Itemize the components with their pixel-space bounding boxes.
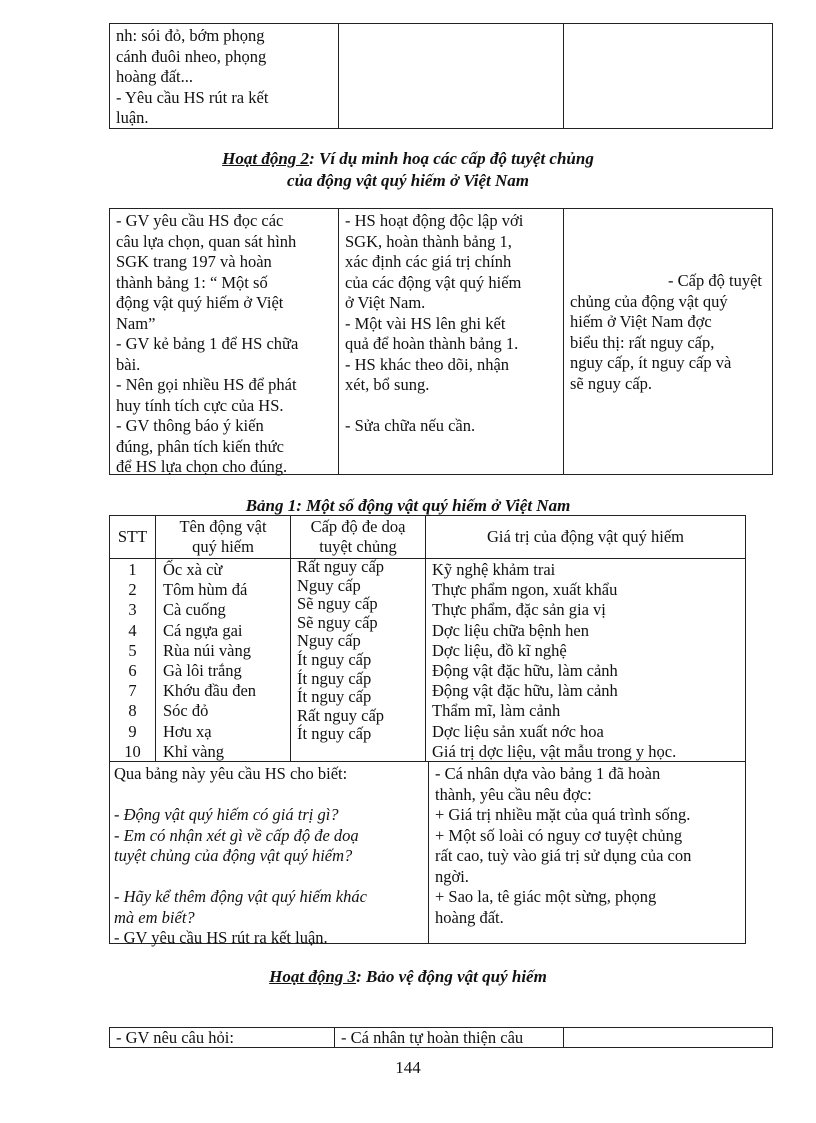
- threat-level-cell: Nguy cấp: [297, 575, 361, 595]
- header-level-line1: Cấp độ đe doạ: [310, 517, 406, 536]
- table1-header-name: [155, 515, 291, 559]
- text-line: luận.: [116, 108, 149, 127]
- activity3-heading: [0, 966, 816, 987]
- discussion-right-line: thành, yêu cầu nêu đợc:: [435, 784, 592, 804]
- top-table-col3: [563, 23, 773, 129]
- threat-level-cell: Rất nguy cấp: [297, 557, 385, 576]
- text-line: xét, bổ sung.: [345, 375, 430, 394]
- text-line: SGK trang 197 và hoàn: [116, 252, 272, 271]
- discussion-right-line: hoàng đất.: [435, 907, 504, 927]
- stt-cell: 10: [124, 741, 141, 761]
- text-line: đúng, phân tích kiến thức: [116, 436, 284, 456]
- table1-header-value: [425, 515, 746, 559]
- bottom-table-col2-text: - Cá nhân tự hoàn thiện câu: [341, 1028, 524, 1047]
- text-line: động vật quý hiếm ở Việt: [116, 293, 284, 312]
- value-cell: Dợc liệu chữa bệnh hen: [432, 620, 589, 640]
- value-cell: Thực phẩm ngon, xuất khẩu: [432, 580, 618, 600]
- header-value-label: Giá trị của động vật quý hiếm: [486, 526, 685, 546]
- threat-level-cell: Nguy cấp: [297, 631, 361, 651]
- text-line: hiếm ở Việt Nam đợc: [570, 312, 712, 331]
- table1-caption-text: Bảng 1: Một số động vật quý hiếm ở Việt Nam: [245, 496, 571, 515]
- animal-name-cell: Khớu đầu đen: [163, 681, 257, 701]
- activity2-label: Hoạt động 2: [222, 149, 310, 168]
- discussion-left-line: - Động vật quý hiếm có giá trị gì?: [114, 805, 339, 824]
- text-line: sẽ nguy cấp.: [570, 373, 653, 393]
- header-level-line2: tuyệt chủng: [319, 537, 397, 556]
- top-table-col2: [338, 23, 564, 129]
- text-line: ở Việt Nam.: [345, 293, 426, 312]
- stt-column: [109, 560, 156, 762]
- discussion-right: [428, 761, 746, 944]
- activity2-heading: [0, 148, 816, 169]
- value-cell: Động vật đặc hữu, làm cảnh: [432, 661, 618, 681]
- text-line: cánh đuôi nheo, phọng: [116, 46, 267, 66]
- text-line: của các động vật quý hiếm: [345, 272, 522, 292]
- text-line: - GV kẻ bảng 1 để HS chữa: [116, 334, 299, 353]
- value-column: [432, 560, 744, 762]
- discussion-left: [109, 761, 429, 947]
- text-line: [345, 396, 557, 417]
- text-line: Nam”: [116, 313, 156, 333]
- stt-cell: 8: [128, 701, 137, 721]
- bottom-table-col3: [563, 1027, 773, 1048]
- text-line: chủng của động vật quý: [570, 291, 728, 311]
- discussion-right-line: ngời.: [435, 866, 469, 886]
- text-line: - HS hoạt động độc lập với: [345, 211, 524, 230]
- threat-level-cell: Ít nguy cấp: [297, 649, 372, 669]
- text-line: bài.: [116, 354, 141, 374]
- stt-cell: 2: [128, 580, 137, 600]
- text-line: - Một vài HS lên ghi kết: [345, 313, 506, 333]
- activity2-content-col: [563, 208, 773, 475]
- discussion-left-line: - GV yêu cầu HS rút ra kết luận.: [114, 928, 328, 947]
- text-line: câu lựa chọn, quan sát hình: [116, 231, 297, 251]
- text-line: xác định các giá trị chính: [345, 252, 512, 271]
- text-line: huy tính tích cực của HS.: [116, 395, 284, 415]
- page-number: [0, 1058, 816, 1078]
- discussion-right-line: + Giá trị nhiều mặt của quá trình sống.: [435, 805, 691, 824]
- value-cell: Kỹ nghệ khảm trai: [432, 560, 556, 579]
- name-column: [163, 560, 289, 762]
- discussion-left-line: [114, 785, 424, 806]
- text-line: - GV yêu cầu HS đọc các: [116, 211, 284, 230]
- text-line: nguy cấp, ít nguy cấp và: [570, 353, 732, 372]
- stt-cell: 1: [128, 560, 137, 579]
- threat-level-cell: Ít nguy cấp: [297, 724, 372, 744]
- discussion-right-line: - Cá nhân dựa vào bảng 1 đã hoàn: [435, 764, 661, 783]
- text-line: - Sửa chữa nếu cần.: [345, 416, 476, 435]
- discussion-left-line: tuyệt chủng của động vật quý hiếm?: [114, 846, 353, 865]
- threat-level-cell: Sẽ nguy cấp: [297, 594, 378, 614]
- value-cell: Thực phẩm, đặc sản gia vị: [432, 600, 606, 620]
- discussion-right-line: + Sao la, tê giác một sừng, phọng: [435, 887, 657, 906]
- level-column: [297, 558, 423, 744]
- threat-level-cell: Ít nguy cấp: [297, 668, 372, 688]
- text-line: biểu thị: rất nguy cấp,: [570, 332, 715, 352]
- top-table-col1: [109, 23, 339, 129]
- threat-level-cell: Sẽ nguy cấp: [297, 612, 378, 632]
- activity2-teacher-col: [109, 208, 339, 475]
- discussion-left-line: mà em biết?: [114, 907, 195, 927]
- animal-name-cell: Tôm hùm đá: [163, 580, 248, 600]
- discussion-right-line: + Một số loài có nguy cơ tuyệt chủng: [435, 825, 683, 845]
- activity2-title-line1: : Ví dụ minh hoạ các cấp độ tuyệt chủng: [309, 149, 594, 168]
- animal-name-cell: Khỉ vàng: [163, 741, 224, 761]
- header-stt-label: STT: [117, 526, 148, 546]
- bottom-table-col2: [334, 1027, 564, 1048]
- value-cell: Giá trị dợc liệu, vật mẫu trong y học.: [432, 741, 677, 761]
- animal-name-cell: Hơu xạ: [163, 721, 212, 741]
- page-number-text: 144: [395, 1058, 421, 1077]
- bottom-table-col1: [109, 1027, 335, 1048]
- text-line: quả để hoàn thành bảng 1.: [345, 334, 519, 353]
- text-line: - Cấp độ tuyệt: [668, 271, 762, 290]
- value-cell: Thẩm mĩ, làm cảnh: [432, 701, 561, 721]
- bottom-table-col1-text: - GV nêu câu hỏi:: [116, 1028, 234, 1047]
- stt-cell: 7: [128, 681, 137, 701]
- stt-cell: 3: [128, 600, 137, 620]
- text-line: nh: sói đỏ, bớm phọng: [116, 26, 265, 45]
- table1-caption: [0, 495, 816, 516]
- text-line: hoàng đất...: [116, 67, 193, 86]
- activity2-student-col: [338, 208, 564, 475]
- text-line: - HS khác theo dõi, nhận: [345, 354, 510, 374]
- threat-level-cell: Rất nguy cấp: [297, 705, 385, 725]
- value-cell: Động vật đặc hữu, làm cảnh: [432, 681, 618, 701]
- discussion-left-line: [114, 867, 424, 888]
- stt-cell: 9: [128, 721, 137, 741]
- discussion-left-line: - Hãy kể thêm động vật quý hiếm khác: [114, 887, 367, 906]
- text-line: SGK, hoàn thành bảng 1,: [345, 231, 512, 251]
- text-line: - Nên gọi nhiều HS để phát: [116, 375, 297, 394]
- table1-header-level: [290, 515, 426, 559]
- activity2-title-line2: của động vật quý hiếm ở Việt Nam: [287, 171, 529, 190]
- activity3-title: : Bảo vệ động vật quý hiếm: [356, 967, 547, 986]
- stt-cell: 6: [128, 661, 137, 681]
- stt-cell: 4: [128, 620, 137, 640]
- discussion-right-line: rất cao, tuỳ vào giá trị sử dụng của con: [435, 846, 692, 865]
- text-line: thành bảng 1: “ Một số: [116, 272, 268, 292]
- value-cell: Dợc liệu sản xuất nớc hoa: [432, 721, 604, 741]
- stt-cell: 5: [128, 640, 137, 660]
- text-line: - GV thông báo ý kiến: [116, 416, 264, 435]
- animal-name-cell: Ốc xà cừ: [163, 560, 223, 579]
- animal-name-cell: Cá ngựa gai: [163, 620, 243, 640]
- animal-name-cell: Cà cuống: [163, 600, 226, 620]
- header-name-line2: quý hiếm: [192, 537, 254, 556]
- threat-level-cell: Ít nguy cấp: [297, 687, 372, 707]
- text-line: - Yêu cầu HS rút ra kết: [116, 87, 269, 107]
- animal-name-cell: Rùa núi vàng: [163, 640, 251, 660]
- activity3-label: Hoạt động 3: [269, 967, 357, 986]
- discussion-left-line: - Em có nhận xét gì về cấp độ đe doạ: [114, 825, 359, 845]
- value-cell: Dợc liệu, đồ kĩ nghệ: [432, 640, 567, 660]
- animal-name-cell: Gà lôi trắng: [163, 661, 242, 681]
- table1-header-stt: [109, 515, 156, 559]
- animal-name-cell: Sóc đỏ: [163, 701, 209, 721]
- text-line: để HS lựa chọn cho đúng.: [116, 457, 288, 476]
- discussion-left-line: Qua bảng này yêu cầu HS cho biết:: [114, 764, 348, 783]
- header-name-line1: Tên động vật: [179, 517, 267, 536]
- activity2-heading-line2: [0, 170, 816, 191]
